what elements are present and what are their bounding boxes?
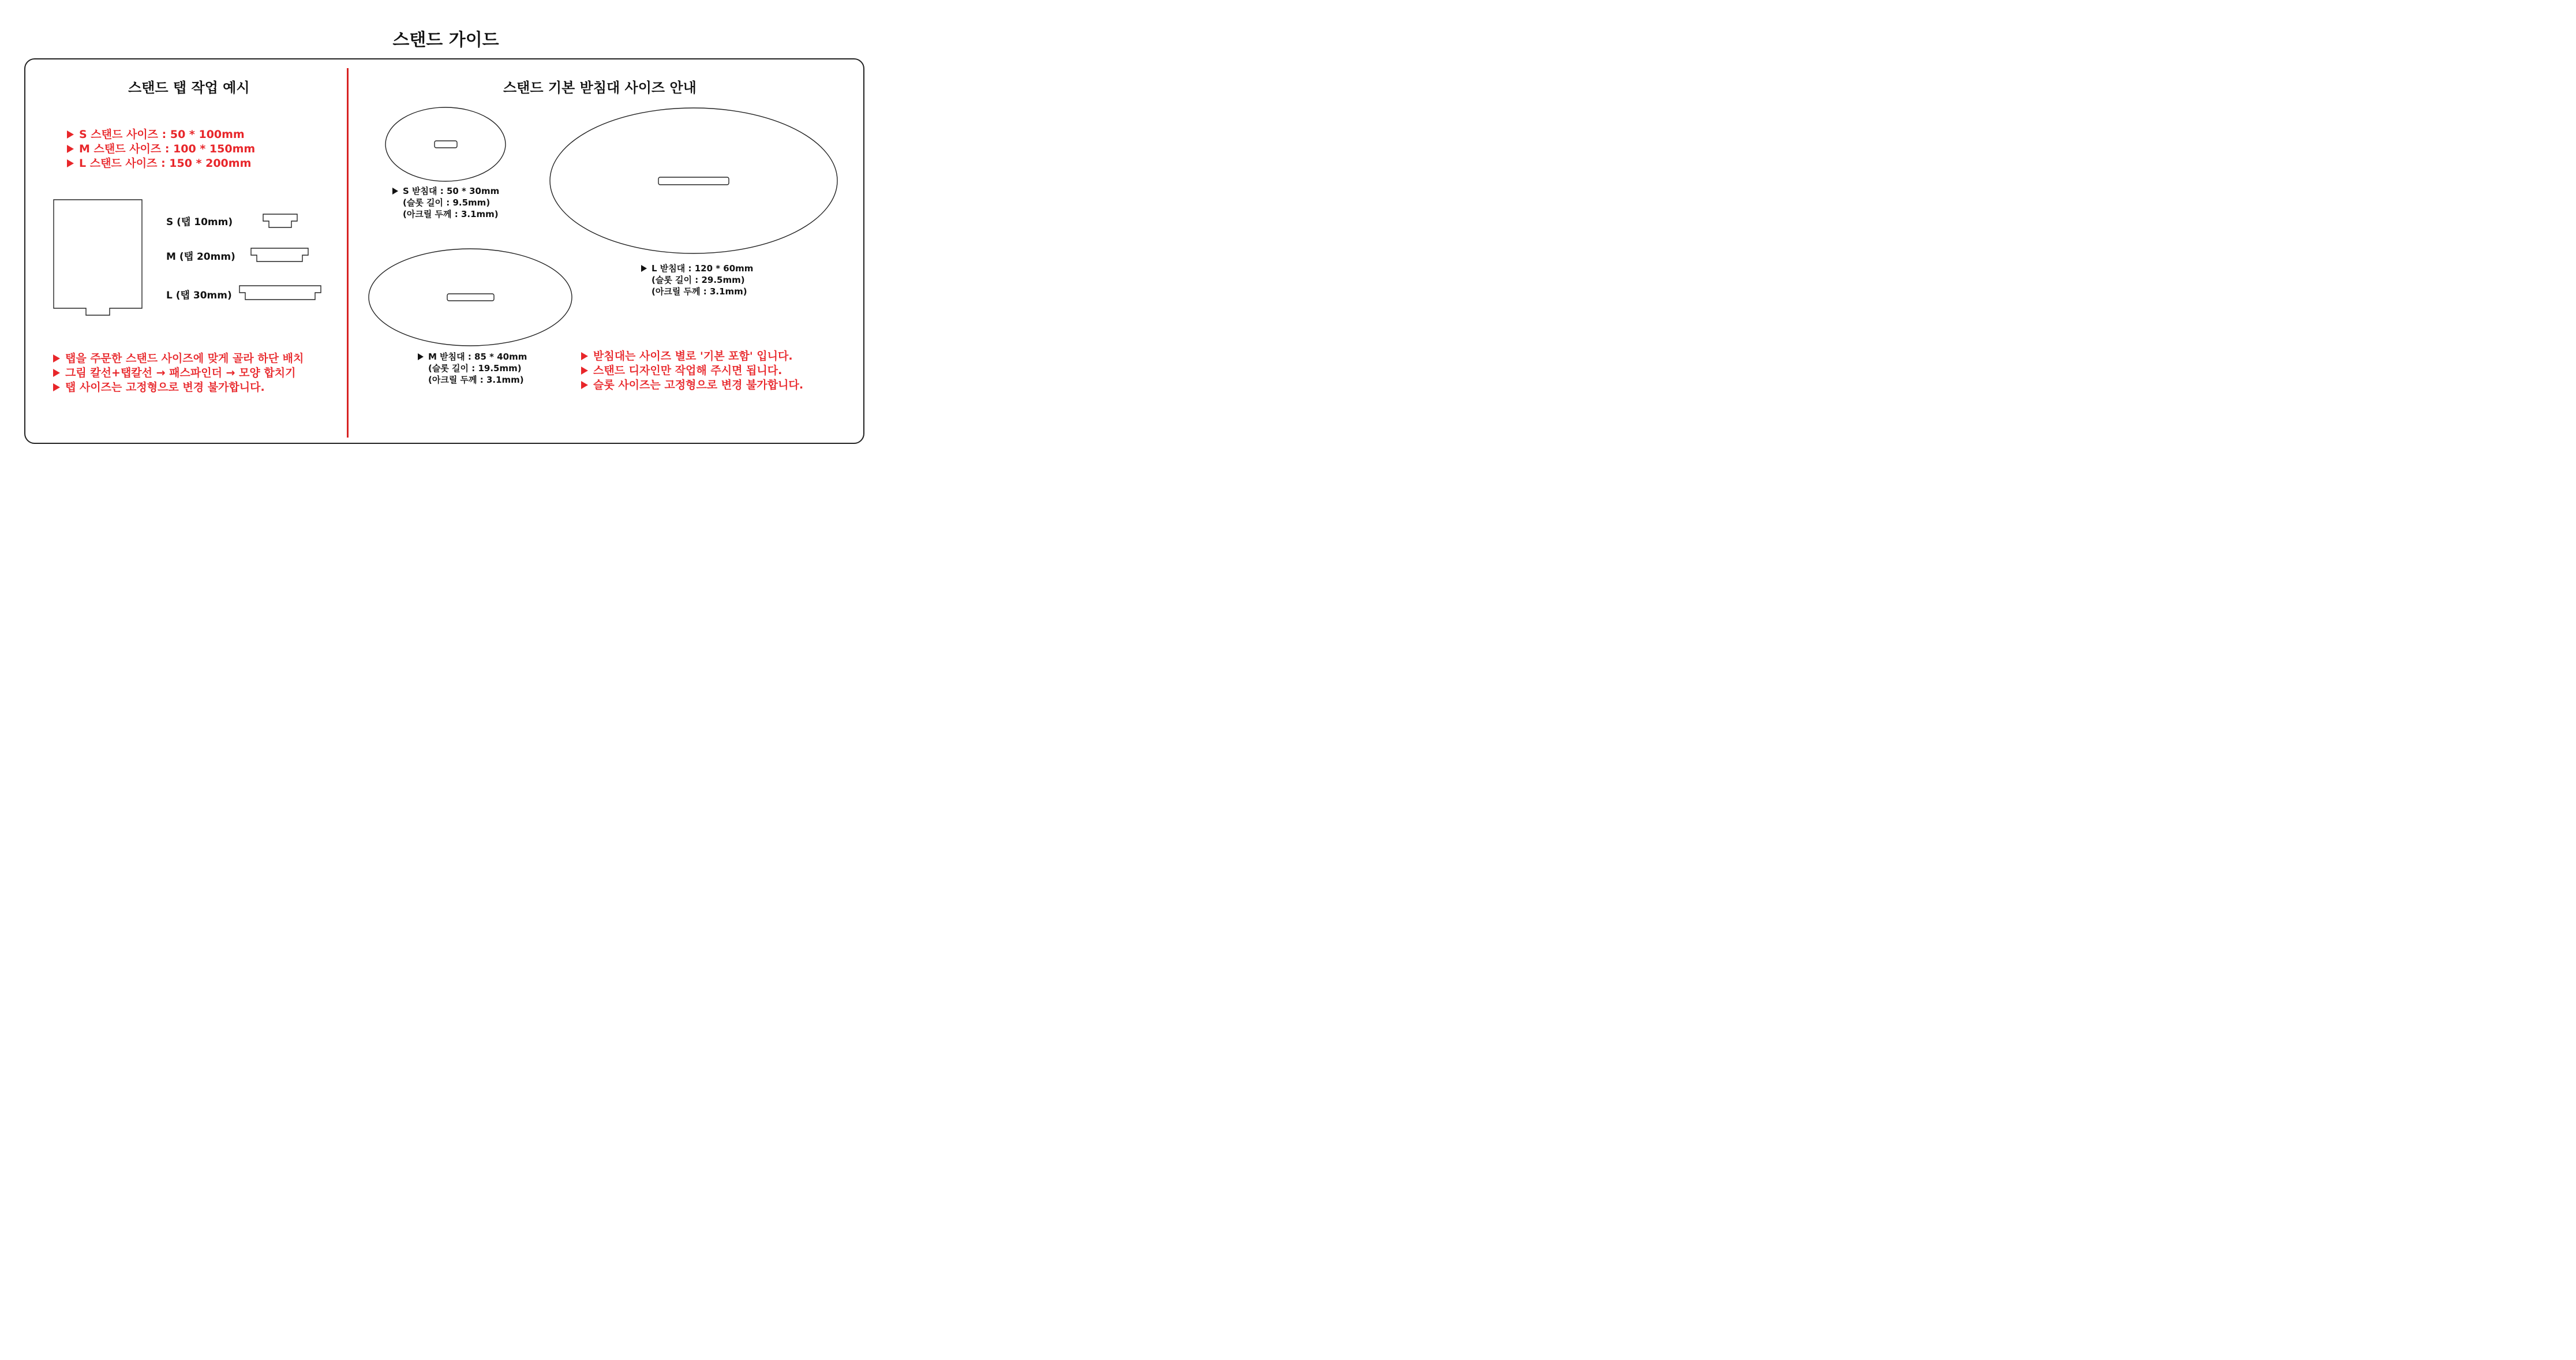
base-m-ellipse [369, 249, 572, 346]
tab-notes [53, 352, 304, 395]
bullet-triangle-icon [53, 354, 60, 363]
base-m-spec [418, 351, 527, 386]
stand-outline-with-tab [54, 200, 142, 315]
base-s-slot [435, 141, 457, 148]
diagram-shapes [0, 0, 892, 471]
base-l-slot-length: (슬롯 길이 : 29.5mm) [652, 275, 745, 285]
base-s-ellipse [385, 107, 506, 181]
tab-l-shape [239, 286, 321, 300]
base-s-slot-length: (슬롯 길이 : 9.5mm) [403, 197, 491, 208]
base-l-slot [658, 177, 729, 185]
bullet-triangle-icon [581, 367, 588, 375]
base-l-spec [641, 263, 753, 297]
note-item: 탭 사이즈는 고정형으로 변경 불가합니다. [53, 380, 304, 395]
base-l-ellipse [550, 108, 837, 253]
base-m-slot [447, 294, 494, 301]
bullet-triangle-icon [581, 352, 588, 360]
base-notes [581, 349, 803, 393]
stand-size-item: M 스탠드 사이즈 : 100 * 150mm [67, 142, 255, 156]
stand-size-item: L 스탠드 사이즈 : 150 * 200mm [67, 156, 255, 171]
base-s-name: S 받침대 : 50 * 30mm [403, 186, 500, 196]
tab-l-label: L (탭 30mm) [166, 290, 232, 301]
tab-section-heading: 스탠드 탭 작업 예시 [128, 80, 250, 96]
bullet-triangle-icon [392, 188, 398, 195]
bullet-triangle-icon [641, 265, 647, 272]
bullet-triangle-icon [53, 383, 60, 391]
base-m-name: M 받침대 : 85 * 40mm [428, 352, 527, 362]
note-item: 슬롯 사이즈는 고정형으로 변경 불가합니다. [581, 378, 803, 393]
note-item: 스탠드 디자인만 작업해 주시면 됩니다. [581, 364, 803, 378]
stand-size-item: S 스탠드 사이즈 : 50 * 100mm [67, 128, 255, 142]
note-item: 탭을 주문한 스탠드 사이즈에 맞게 골라 하단 배치 [53, 352, 304, 366]
base-s-thickness: (아크릴 두께 : 3.1mm) [403, 209, 499, 219]
tab-s-shape [263, 214, 297, 227]
base-section-heading: 스탠드 기본 받침대 사이즈 안내 [503, 80, 697, 96]
tab-m-shape [251, 248, 308, 261]
bullet-triangle-icon [418, 353, 424, 360]
bullet-triangle-icon [53, 369, 60, 377]
base-l-thickness: (아크릴 두께 : 3.1mm) [652, 286, 747, 297]
base-m-slot-length: (슬롯 길이 : 19.5mm) [428, 363, 522, 373]
tab-s-label: S (탭 10mm) [166, 216, 233, 228]
note-item: 받침대는 사이즈 별로 '기본 포함' 입니다. [581, 349, 803, 364]
note-item: 그림 칼선+탭칼선 → 패스파인더 → 모양 합치기 [53, 366, 304, 380]
base-l-name: L 받침대 : 120 * 60mm [652, 263, 754, 274]
page-title: 스탠드 가이드 [392, 30, 499, 50]
tab-m-label: M (탭 20mm) [166, 251, 235, 263]
bullet-triangle-icon [581, 381, 588, 389]
base-m-thickness: (아크릴 두께 : 3.1mm) [428, 375, 524, 385]
base-s-spec [392, 185, 499, 220]
